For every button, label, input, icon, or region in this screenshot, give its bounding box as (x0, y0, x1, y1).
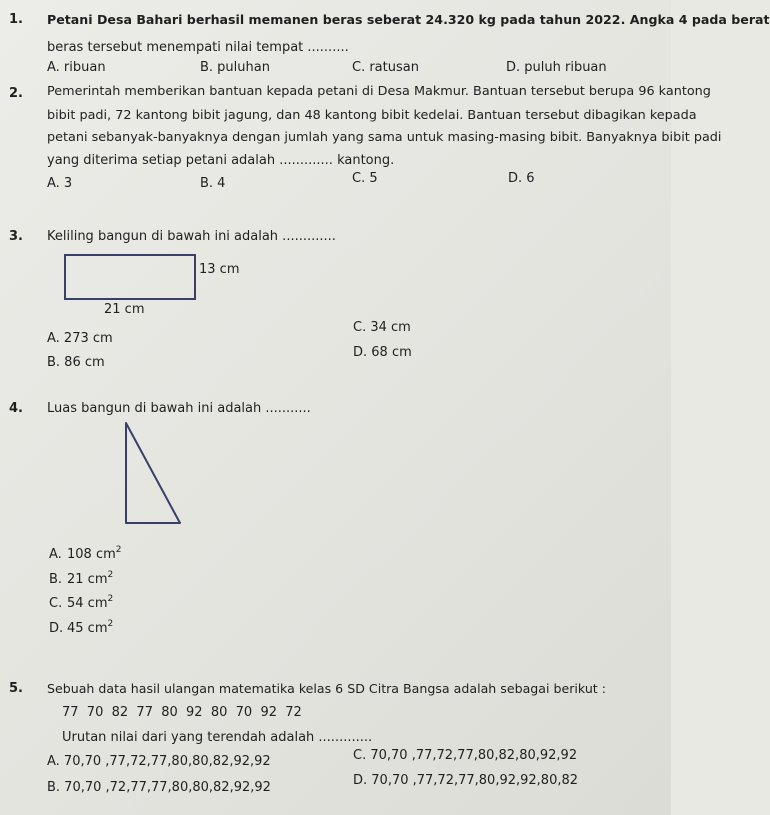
option-b[interactable]: B. 4 (200, 176, 226, 191)
option-a[interactable]: A. 70,70 ,77,72,77,80,80,82,92,92 (47, 754, 271, 769)
option-b[interactable]: B. 86 cm (47, 355, 105, 370)
option-d[interactable]: D. 68 cm (353, 345, 412, 360)
option-letter: A. (49, 547, 62, 562)
rectangle-width-label: 21 cm (104, 302, 145, 317)
question-prompt: Urutan nilai dari yang terendah adalah ............. (62, 730, 373, 745)
option-c[interactable]: C. 5 (352, 171, 378, 186)
question-text-line: Pemerintah memberikan bantuan kepada petani di Desa Makmur. Bantuan tersebut berupa 96 kantong (47, 84, 711, 99)
exponent: 2 (107, 594, 114, 604)
option-value: 21 cm (67, 572, 108, 587)
option-letter: C. (49, 596, 63, 611)
option-letter: D. (49, 621, 64, 636)
option-value: 108 cm (67, 547, 116, 562)
option-a[interactable]: A. 3 (47, 176, 73, 191)
question-text-line: beras tersebut menempati nilai tempat .......... (47, 40, 349, 55)
option-a[interactable]: A. ribuan (47, 60, 106, 75)
question-number: 2. (9, 86, 23, 101)
question-text-line: Petani Desa Bahari berhasil memanen beras seberat 24.320 kg pada tahun 2022. Angka 4 pada berat (47, 12, 770, 27)
question-text: Luas bangun di bawah ini adalah ........... (47, 401, 311, 416)
option-letter: B. (49, 572, 63, 587)
option-c[interactable]: C. 70,70 ,77,72,77,80,82,80,92,92 (353, 748, 578, 763)
option-c[interactable]: C. 34 cm (353, 320, 411, 335)
exponent: 2 (115, 545, 122, 555)
option-d[interactable]: D. 6 (508, 171, 535, 186)
question-number: 3. (9, 229, 23, 244)
question-number: 1. (9, 12, 23, 27)
question-number: 5. (9, 681, 23, 696)
rectangle-height-label: 13 cm (199, 262, 240, 277)
question-text: Sebuah data hasil ulangan matematika kelas 6 SD Citra Bangsa adalah sebagai berikut : (47, 681, 606, 696)
question-text: Keliling bangun di bawah ini adalah ............. (47, 229, 336, 244)
option-b[interactable]: B. 70,70 ,72,77,77,80,80,82,92,92 (47, 780, 271, 795)
question-text-line: yang diterima setiap petani adalah ............. kantong. (47, 153, 395, 168)
option-a[interactable]: A. 273 cm (47, 331, 113, 346)
option-d[interactable]: D. 70,70 ,77,72,77,80,92,92,80,82 (353, 773, 579, 788)
question-text-line: petani sebanyak-banyaknya dengan jumlah yang sama untuk masing-masing bibit. Banyaknya bibit padi (47, 130, 722, 145)
option-d[interactable]: D. puluh ribuan (506, 60, 607, 75)
option-value: 54 cm (67, 596, 108, 611)
exponent: 2 (107, 619, 114, 629)
option-b[interactable]: B. puluhan (200, 60, 270, 75)
option-value: 45 cm (67, 621, 108, 636)
option-c[interactable]: C. ratusan (352, 60, 419, 75)
question-text-line: bibit padi, 72 kantong bibit jagung, dan 48 kantong bibit kedelai. Bantuan tersebut dibagikan kepada (47, 108, 697, 123)
question-number: 4. (9, 401, 23, 416)
data-values: 77 70 82 77 80 92 80 70 92 72 (62, 705, 302, 720)
exponent: 2 (107, 570, 114, 580)
